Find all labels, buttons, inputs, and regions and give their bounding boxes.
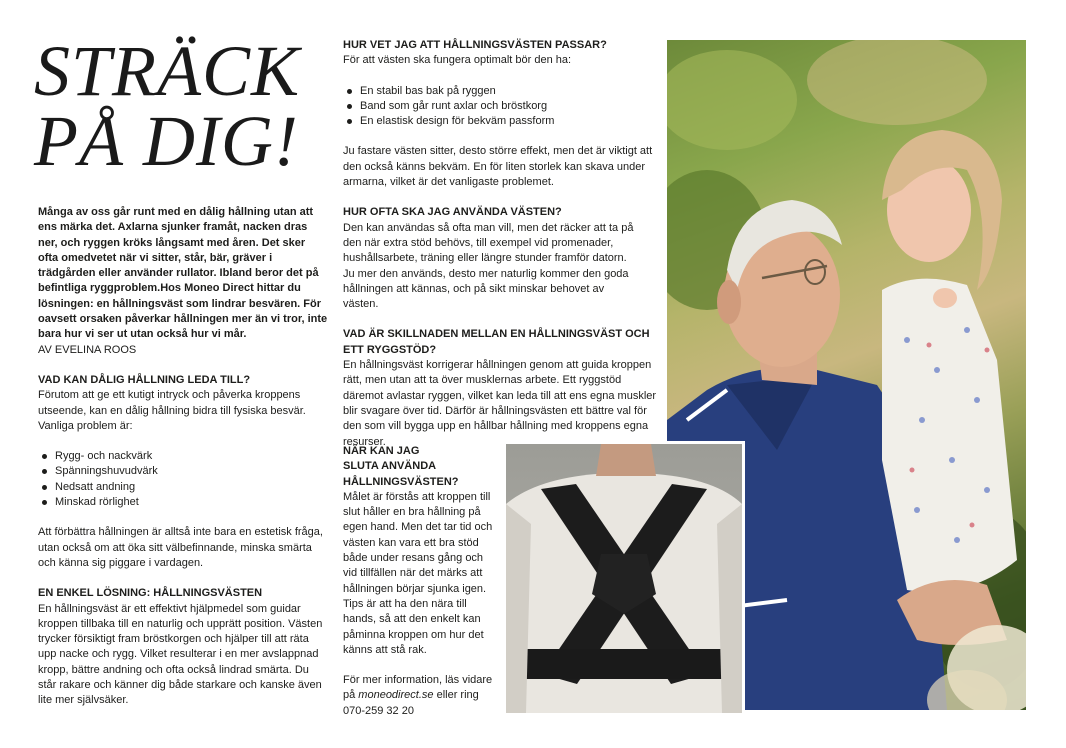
list-item: Band som går runt axlar och bröstkorg — [343, 99, 661, 114]
list-item: Minskad rörlighet — [38, 495, 328, 510]
section5-heading: VAD ÄR SKILLNADEN MELLAN EN HÅLLNINGSVÄST OCH ETT RYGGSTÖD? — [343, 328, 650, 356]
list-item: Spänningshuvudvärk — [38, 464, 328, 479]
section6-heading-line-1: NÄR KAN JAG — [343, 445, 420, 457]
section6-heading-line-3: HÅLLNINGSVÄSTEN? — [343, 475, 459, 488]
section1-body: Förutom att ge ett kutigt intryck och påverka kroppens utseende, kan en dålig hållning bidra till fysiska besvär. Vanliga problem är: — [38, 389, 306, 432]
website-link[interactable]: moneodirect.se — [358, 689, 434, 702]
section3-body: För att västen ska fungera optimalt bör den ha: — [343, 54, 572, 67]
photo-posture-vest-illustration — [506, 444, 742, 713]
section2-body: En hållningsväst är ett effektivt hjälpmedel som guidar kroppen tillbaka till en naturlig och upprätt position. Västen trycker försiktigt fram bröstkorgen och hjälper till att räta upp nacke och rygg. Vilket resulterar i en mer avslappnad kropp, bättre andning och ofta också lindrad smärta. Du står rakare och känner dig både starkare och kanske även lite mer självsäker. — [38, 602, 323, 707]
section6-body: Målet är förstås att kroppen till slut håller en bra hållning på egen hand. Men det tar tid och västen kan vara ett bra stöd både under resans gång och vid tillfällen när det märks att hållningen börjar sjunka igen. Tips är att ha den nära till hands, så att den enkelt kan påminna kroppen om hur det känns att stå rak. — [343, 490, 493, 656]
more-info-suffix: eller ring 070-259 32 20 — [343, 689, 479, 717]
section3-outro: Ju fastare västen sitter, desto större effekt, men det är viktigt att den också känns bekväm. En för liten storlek kan skava under armarna, vilket är det vanligaste problemet. — [343, 145, 653, 189]
section5-body: En hållningsväst korrigerar hållningen genom att guida kroppen rätt, men utan att ta över musklernas arbete. Ett ryggstöd däremot avlastar ryggen, vilket kan leda till att ens egna muskler blir svagare över tid. Därför är hållningsvästen ett bättre val för den som vill bygga upp en hållbar hållning med kroppens egna resurser. — [343, 359, 657, 448]
section1-heading: VAD KAN DÅLIG HÅLLNING LEDA TILL? — [38, 373, 251, 386]
column-narrow — [343, 444, 493, 719]
title-line-2: PÅ DIG! — [34, 101, 299, 181]
section2-heading: EN ENKEL LÖSNING: HÅLLNINGSVÄSTEN — [38, 587, 263, 600]
list-item: En elastisk design för bekväm passform — [343, 114, 661, 129]
article-title — [34, 31, 301, 181]
section4-body: Den kan användas så ofta man vill, men det räcker att ta på den när extra stöd behövs, till exempel vid promenader, hushållsarbete, träning eller längre stunder framför datorn. Ju mer den används, desto mer naturlig kommer den goda hållningen att kännas, och på sikt minskar behovet av västen. — [343, 221, 634, 311]
section1-outro: Att förbättra hållningen är alltså inte bara en estetisk fråga, utan också om att öka sitt välbefinnande, minska smärta och känna sig piggare i vardagen. — [38, 526, 323, 569]
more-info-prefix: För mer information, läs vidare på — [343, 674, 493, 702]
intro-paragraph: Många av oss går runt med en dålig hållning utan att ens märka det. Axlarna sjunker framåt, nacken dras ner, och ryggen kröks långsamt med åren. Det sker ofta omedvetet när vi sitter, står, bär, gräver i trädgården eller använder rullator. Ibland beror det på befintliga ryggproblem.Hos Moneo Direct hittar du lösningen: en hållningsväst som lindrar besvären. För oavsett orsaken påverkar hållningen mer än vi tror, inte bara hur vi ser ut utan också hur vi mår. — [38, 206, 328, 341]
title-line-1: STRÄCK — [34, 31, 301, 111]
list-item: En stabil bas bak på ryggen — [343, 84, 661, 99]
section1-list — [38, 449, 328, 510]
list-item: Nedsatt andning — [38, 480, 328, 495]
column-left — [38, 205, 328, 709]
list-item: Rygg- och nackvärk — [38, 449, 328, 464]
section3-heading: HUR VET JAG ATT HÅLLNINGSVÄSTEN PASSAR? — [343, 39, 607, 51]
more-info — [343, 673, 493, 719]
column-middle — [343, 38, 661, 450]
section6-heading-line-2: SLUTA ANVÄNDA — [343, 460, 437, 473]
byline: AV EVELINA ROOS — [38, 343, 137, 356]
section3-list — [343, 84, 661, 130]
section4-heading: HUR OFTA SKA JAG ANVÄNDA VÄSTEN? — [343, 206, 562, 219]
photo-posture-vest — [503, 441, 745, 716]
